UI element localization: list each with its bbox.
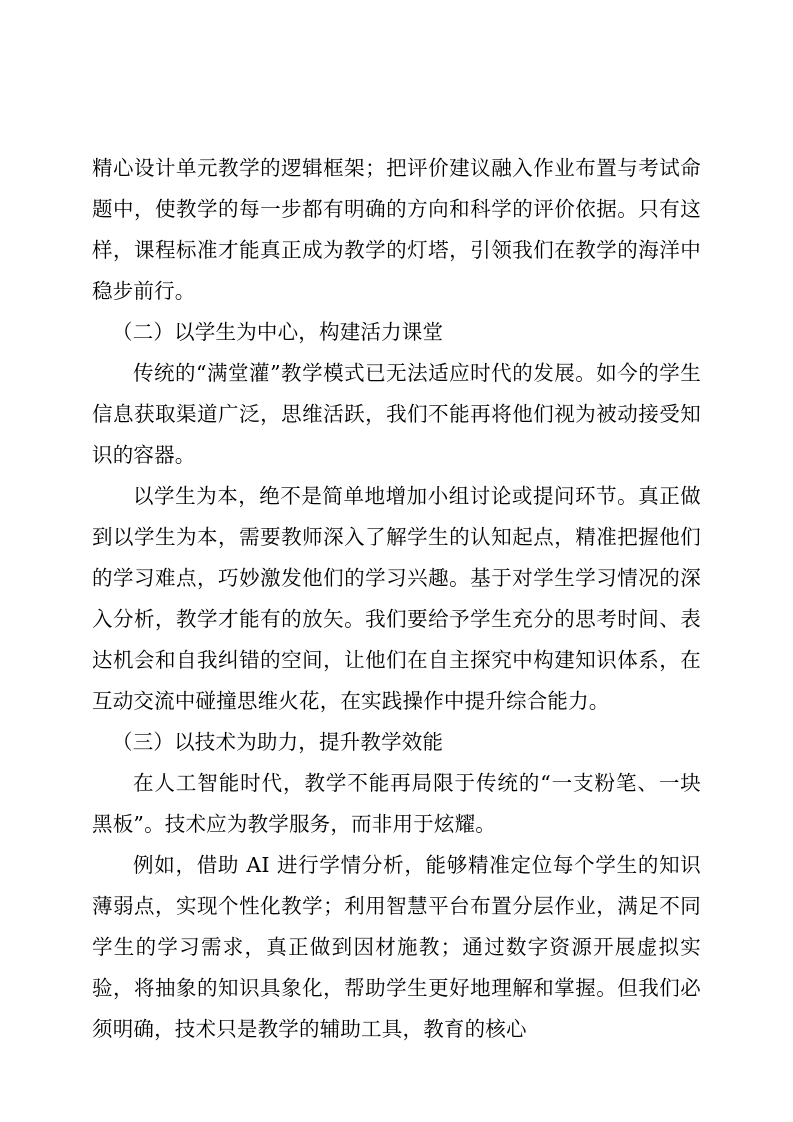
paragraph: 例如，借助 AI 进行学情分析，能够精准定位每个学生的知识薄弱点，实现个性化教学；利用智慧平台布置分层作业，满足不同学生的学习需求，真正做到因材施教；通过数字资源开展虚拟实验，将抽象的知识具象化，帮助学生更好地理解和掌握。但我们必须明确，技术只是教学的辅助工具，教育的核心 <box>92 853 701 1041</box>
document-body <box>92 148 701 1050</box>
section-heading: （二）以学生为中心，构建活力课堂 <box>112 320 444 344</box>
paragraph: 以学生为本，绝不是简单地增加小组讨论或提问环节。真正做到以学生为本，需要教师深入了解学生的认知起点，精准把握他们的学习难点，巧妙激发他们的学习兴趣。基于对学生学习情况的深入分析，教学才能有的放矢。我们要给予学生充分的思考时间、表达机会和自我纠错的空间，让他们在自主探究中构建知识体系，在互动交流中碰撞思维火花，在实践操作中提升综合能力。 <box>92 484 701 713</box>
paragraph: 在人工智能时代，教学不能再局限于传统的“一支粉笔、一块黑板”。技术应为教学服务，而非用于炫耀。 <box>92 771 701 836</box>
paragraph: 精心设计单元教学的逻辑框架；把评价建议融入作业布置与考试命题中，使教学的每一步都有明确的方向和科学的评价依据。只有这样，课程标准才能真正成为教学的灯塔，引领我们在教学的海洋中稳步前行。 <box>92 156 701 303</box>
section-heading: （三）以技术为助力，提升教学效能 <box>112 730 444 754</box>
paragraph: 传统的“满堂灌”教学模式已无法适应时代的发展。如今的学生信息获取渠道广泛，思维活跃，我们不能再将他们视为被动接受知识的容器。 <box>92 361 701 467</box>
